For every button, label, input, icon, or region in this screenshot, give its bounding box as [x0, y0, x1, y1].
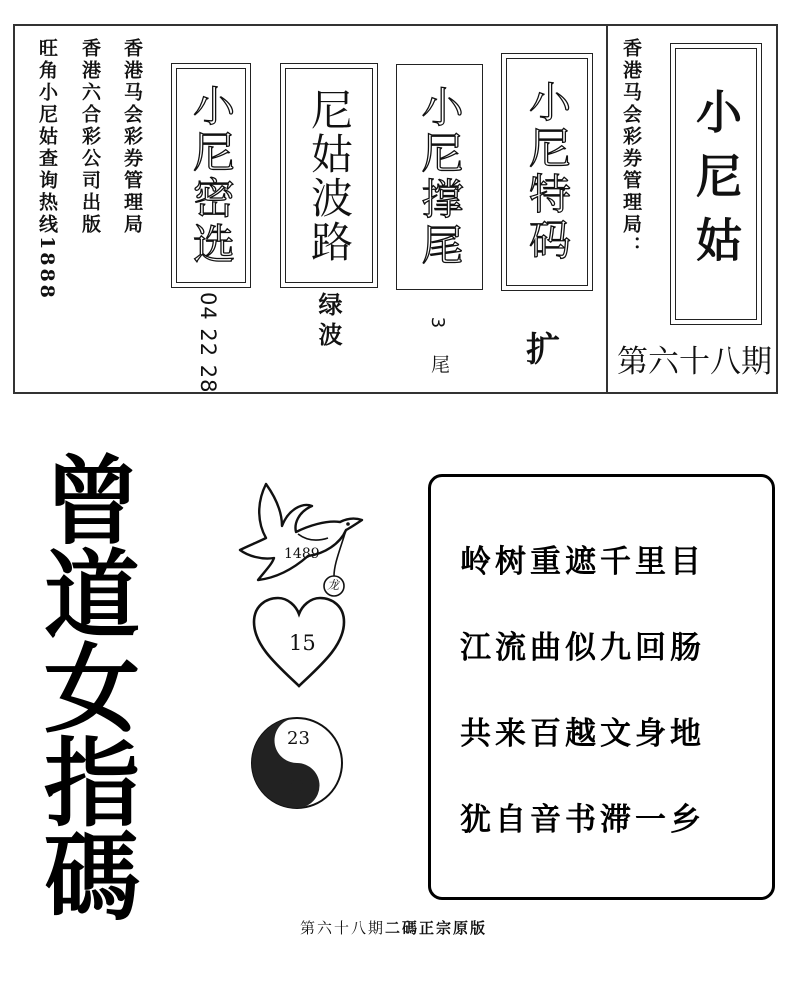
- tail-answer-number: 3: [427, 316, 449, 329]
- big-title-char: 女: [44, 634, 140, 746]
- box-wave-path-label: 尼姑波路: [305, 87, 354, 264]
- heart-number: 15: [289, 631, 316, 655]
- dove-icon: [236, 480, 368, 598]
- wave-answer: 绿波: [314, 292, 342, 352]
- dove-number: 1489: [284, 546, 320, 562]
- poem-line: 岭树重遮千里目: [460, 544, 705, 580]
- poem-line: 共来百越文身地: [460, 716, 705, 752]
- hotline-column: 旺角小尼姑查询热线1888: [36, 38, 58, 301]
- title-text: 小尼姑: [689, 88, 743, 280]
- box-special-code-label: 小尼特码: [523, 80, 572, 264]
- dove-tag: 龙: [327, 578, 340, 592]
- box-wave-path: [285, 68, 373, 283]
- big-title-char: 指: [44, 728, 140, 840]
- big-title: [28, 446, 156, 934]
- big-title-char: 碼: [44, 822, 140, 934]
- secret-pick-numbers: 04 22 28: [196, 292, 220, 394]
- issue-label: 第六十八期: [617, 344, 772, 380]
- big-title-char: 道: [44, 540, 140, 652]
- box-tail-pick: [396, 64, 483, 290]
- publisher-column: 香港六合彩公司出版: [79, 38, 101, 236]
- footer-issue: 第六十八期: [299, 919, 385, 937]
- special-code-answer: 扩: [526, 330, 560, 370]
- footer-tag: 二碼正宗原版: [385, 919, 488, 937]
- footer: [0, 917, 787, 938]
- authority-column-left: 香港马会彩券管理局: [121, 38, 143, 236]
- big-title-char: 曾: [44, 446, 140, 558]
- box-special-code: [506, 58, 588, 286]
- box-secret-pick-label: 小尼密选: [187, 83, 236, 268]
- poem-line: 江流曲似九回肠: [460, 630, 705, 666]
- box-secret-pick: [176, 68, 246, 283]
- tail-answer-unit: 尾: [431, 354, 451, 376]
- top-panel-divider: [606, 24, 608, 394]
- yinyang-number: 23: [287, 728, 310, 749]
- authority-column-right: 香港马会彩券管理局：: [620, 38, 642, 258]
- title-box: [675, 48, 757, 320]
- poem-line: 犹自音书滞一乡: [460, 802, 705, 838]
- box-tail-pick-label: 小尼撑尾: [415, 85, 465, 269]
